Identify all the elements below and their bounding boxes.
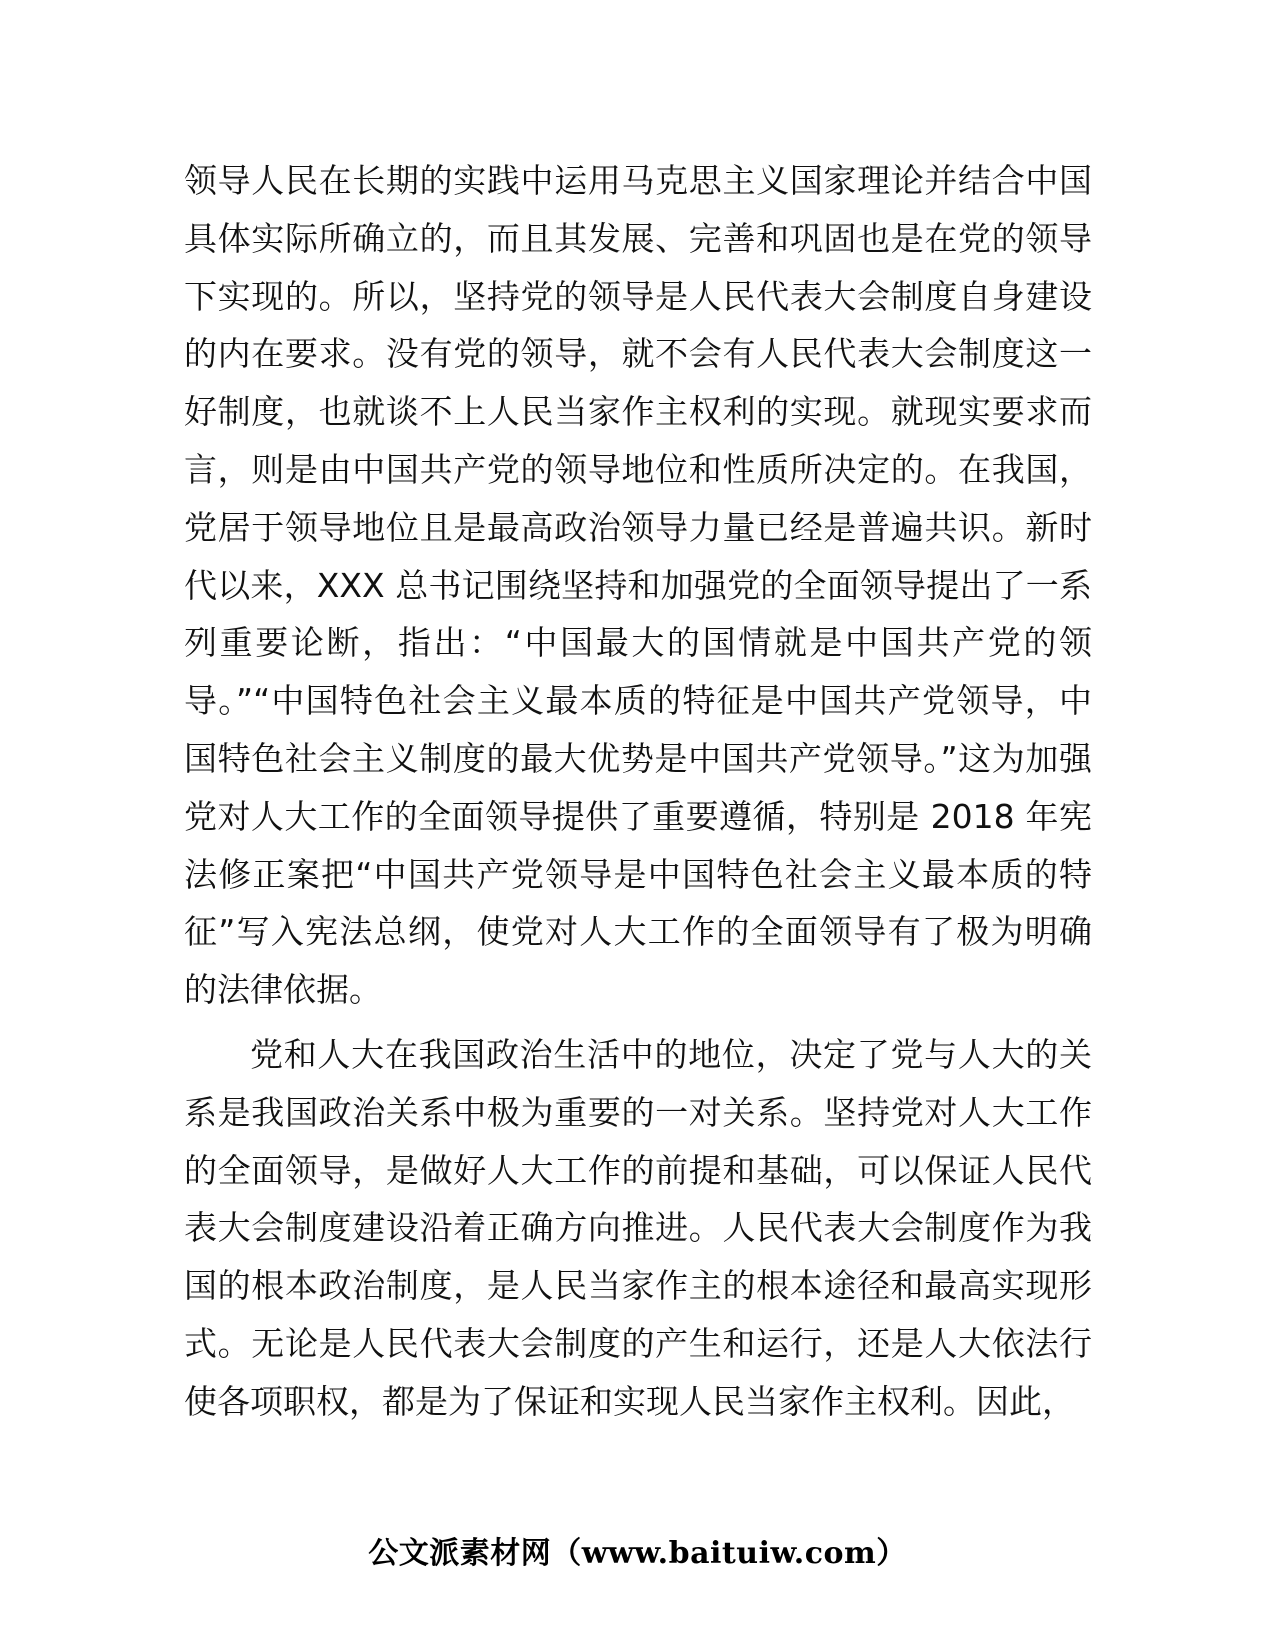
paragraph: 领导人民在长期的实践中运用马克思主义国家理论并结合中国具体实际所确立的，而且其发展、完善和巩固也是在党的领导下实现的。所以，坚持党的领导是人民代表大会制度自身建设的内在要求。没有党的领导，就不会有人民代表大会制度这一好制度，也就谈不上人民当家作主权利的实现。就现实要求而言，则是由中国共产党的领导地位和性质所决定的。在我国，党居于领导地位且是最高政治领导力量已经是普遍共识。新时代以来，XXX 总书记围绕坚持和加强党的全面领导提出了一系列重要论断，指出：“中国最大的国情就是中国共产党的领导。”“中国特色社会主义最本质的特征是中国共产党领导，中国特色社会主义制度的最大优势是中国共产党领导。”这为加强党对人大工作的全面领导提供了重要遵循，特别是 2018 年宪法修正案把“中国共产党领导是中国特色社会主义最本质的特征”写入宪法总纲，使党对人大工作的全面领导有了极为明确的法律依据。 [184,161,1092,1010]
paragraph: 党和人大在我国政治生活中的地位，决定了党与人大的关系是我国政治关系中极为重要的一对关系。坚持党对人大工作的全面领导，是做好人大工作的前提和基础，可以保证人民代表大会制度建设沿着正确方向推进。人民代表大会制度作为我国的根本政治制度，是人民当家作主的根本途径和最高实现形式。无论是人民代表大会制度的产生和运行，还是人大依法行使各项职权，都是为了保证和实现人民当家作主权利。因此， [184,1034,1092,1421]
footer-watermark: 公文派素材网（www.baituiw.com） [368,1536,907,1571]
document-body [184,152,1092,1431]
